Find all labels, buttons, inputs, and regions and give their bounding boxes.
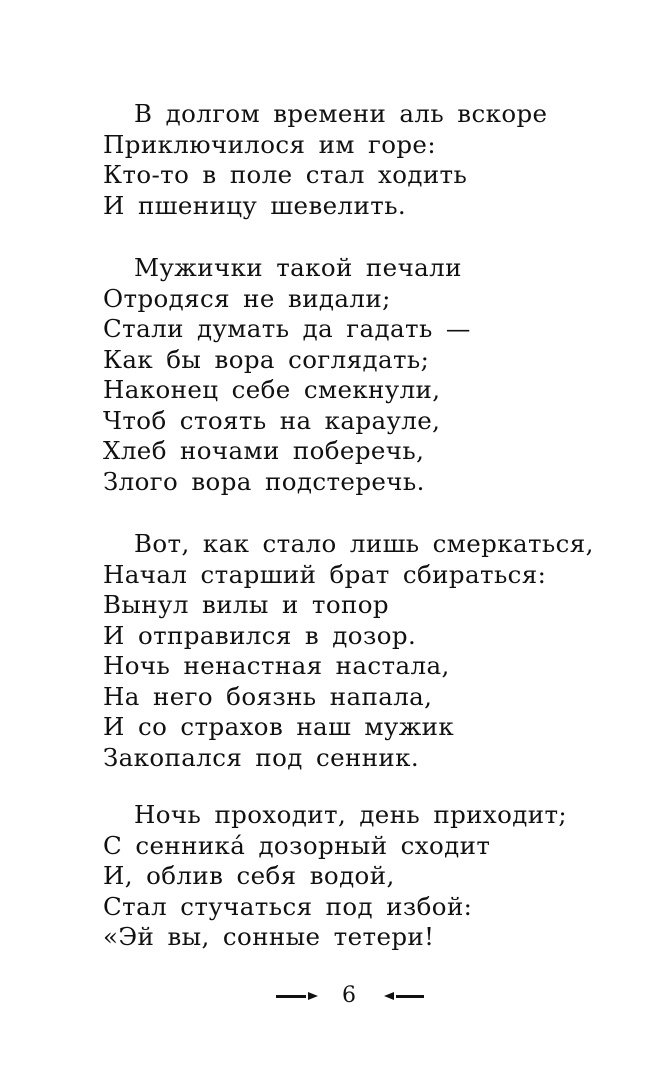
- page-number: 6: [342, 983, 356, 1008]
- poem-line: На него боязнь напала,: [103, 681, 433, 711]
- poem-line: С сенника́ дозорный сходит: [103, 830, 491, 860]
- poem-line: Стал стучаться под избой:: [103, 891, 473, 921]
- arrow-right-icon: [308, 992, 318, 1000]
- page-footer: [0, 982, 669, 1012]
- poem-line: Ночь проходит, день приходит;: [134, 800, 568, 829]
- footer-dash-left: [276, 995, 306, 998]
- stanza-3: [103, 529, 603, 773]
- poem-line: Закопался под сенник.: [103, 742, 420, 772]
- footer-dash-right: [396, 995, 424, 998]
- poem-line: Стали думать да гадать —: [103, 314, 471, 343]
- poem-line: Чтоб стоять на карауле,: [103, 405, 441, 435]
- poem-line: Ночь ненастная настала,: [103, 651, 450, 680]
- poem-line: Приключилося им горе:: [103, 129, 436, 159]
- stanza-1: [103, 99, 603, 221]
- poem-line: Отродяся не видали;: [103, 283, 391, 313]
- poem-line: Злого вора подстеречь.: [103, 466, 425, 496]
- poem-line: Начал старший брат сбираться:: [103, 559, 547, 589]
- poem-line: «Эй вы, сонные тетери!: [103, 922, 435, 951]
- stanza-2: [103, 253, 603, 497]
- poem-line: Кто-то в поле стал ходить: [103, 160, 468, 189]
- poem-line: Как бы вора соглядать;: [103, 344, 430, 374]
- poem-line: Наконец себе смекнули,: [103, 375, 441, 404]
- poem-line: Вот, как стало лишь смеркаться,: [134, 529, 594, 558]
- poem-line: И отправился в дозор.: [103, 620, 417, 650]
- poem-line: Мужички такой печали: [134, 253, 462, 282]
- poem-line: Вынул вилы и топор: [103, 590, 389, 619]
- arrow-left-icon: [384, 992, 394, 1000]
- poem-line: В долгом времени аль вскоре: [134, 99, 548, 128]
- stanza-4: [103, 800, 603, 953]
- poem-line: И пшеницу шевелить.: [103, 190, 407, 220]
- poem-line: Хлеб ночами поберечь,: [103, 436, 425, 465]
- poem-line: И, облив себя водой,: [103, 861, 395, 890]
- poem-line: И со страхов наш мужик: [103, 712, 455, 741]
